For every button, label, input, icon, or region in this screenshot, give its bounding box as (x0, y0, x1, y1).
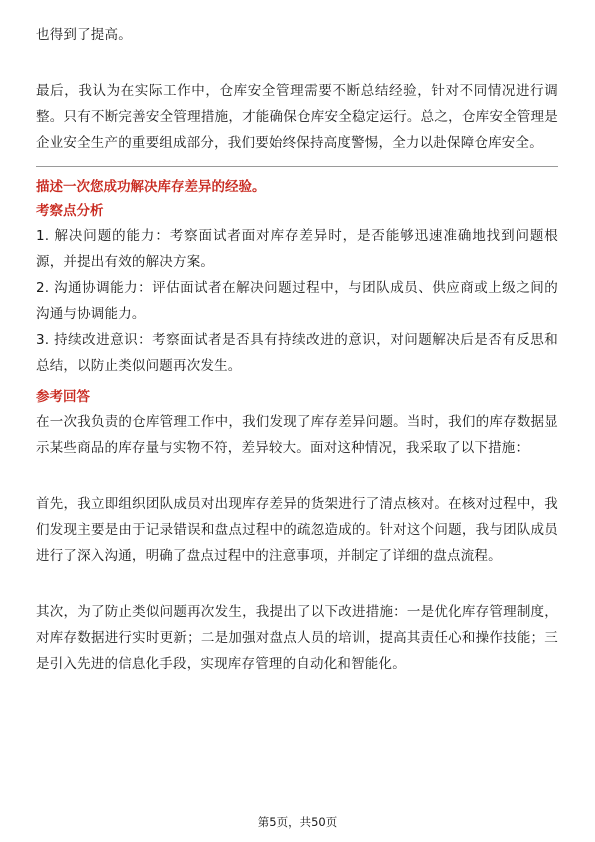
analysis-point: 2. 沟通协调能力：评估面试者在解决问题过程中，与团队成员、供应商或上级之间的沟通与协调能力。 (36, 280, 558, 322)
intro-paragraph-2: 最后，我认为在实际工作中，仓库安全管理需要不断总结经验，针对不同情况进行调整。只有不断完善安全管理措施，才能确保仓库安全稳定运行。总之，仓库安全管理是企业安全生产的重要组成部分，我们要始终保持高度警惕，全力以赴保障仓库安全。 (36, 83, 558, 151)
answer-paragraph: 在一次我负责的仓库管理工作中，我们发现了库存差异问题。当时，我们的库存数据显示某些商品的库存量与实物不符，差异较大。面对这种情况，我采取了以下措施： (36, 414, 558, 456)
analysis-point: 1. 解决问题的能力：考察面试者面对库存差异时，是否能够迅速准确地找到问题根源，并提出有效的解决方案。 (36, 228, 558, 270)
section-divider (36, 166, 558, 167)
analysis-heading: 考察点分析 (36, 203, 104, 219)
intro-paragraph-1: 也得到了提高。 (36, 27, 132, 43)
page-number: 第5页，共50页 (257, 815, 338, 829)
answer-heading: 参考回答 (36, 389, 90, 405)
document-page (36, 0, 558, 677)
answer-paragraph: 首先，我立即组织团队成员对出现库存差异的货架进行了清点核对。在核对过程中，我们发现主要是由于记录错误和盘点过程中的疏忽造成的。针对这个问题，我与团队成员进行了深入沟通，明确了盘点过程中的注意事项，并制定了详细的盘点流程。 (36, 496, 558, 564)
answer-paragraph: 其次，为了防止类似问题再次发生，我提出了以下改进措施：一是优化库存管理制度，对库存数据进行实时更新；二是加强对盘点人员的培训，提高其责任心和操作技能；三是引入先进的信息化手段，实现库存管理的自动化和智能化。 (36, 604, 558, 672)
question-title: 描述一次您成功解决库存差异的经验。 (36, 179, 266, 195)
analysis-point: 3. 持续改进意识：考察面试者是否具有持续改进的意识，对问题解决后是否有反思和总结，以防止类似问题再次发生。 (36, 332, 558, 374)
